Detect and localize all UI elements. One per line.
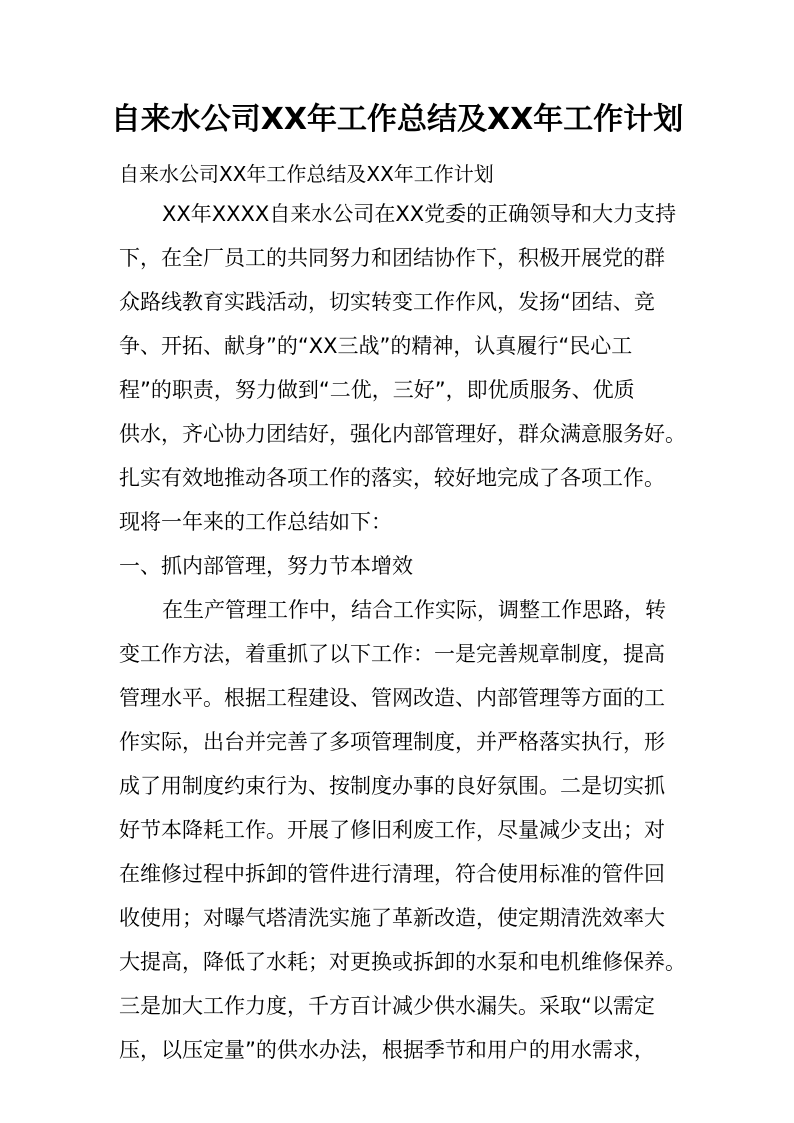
paragraph-line-17: 大提高，降低了水耗；对更换或拆卸的水泵和电机维修保养。 <box>119 950 686 974</box>
paragraph-line-15: 在维修过程中拆卸的管件进行清理，符合使用标准的管件回 <box>119 862 665 886</box>
paragraph-line-8: 现将一年来的工作总结如下： <box>119 510 392 534</box>
paragraph-line-3: 众路线教育实践活动，切实转变工作作风，发扬“团结、竞 <box>119 290 655 314</box>
document-title: 自来水公司XX年工作总结及XX年工作计划 <box>110 102 684 137</box>
paragraph-line-18: 三是加大工作力度，千方百计减少供水漏失。采取“以需定 <box>119 994 655 1018</box>
paragraph-line-2: 下，在全厂员工的共同努力和团结协作下，积极开展党的群 <box>119 246 665 270</box>
paragraph-line-10: 变工作方法，着重抓了以下工作：一是完善规章制度，提高 <box>119 642 665 666</box>
document-subtitle: 自来水公司XX年工作总结及XX年工作计划 <box>119 162 494 186</box>
section-heading-1: 一、抓内部管理，努力节本增效 <box>119 554 413 578</box>
paragraph-line-14: 好节本降耗工作。开展了修旧利废工作，尽量减少支出；对 <box>119 818 665 842</box>
paragraph-line-9: 在生产管理工作中，结合工作实际，调整工作思路，转 <box>162 598 666 622</box>
paragraph-line-5: 程”的职责，努力做到“二优，三好”，即优质服务、优质 <box>119 378 635 402</box>
paragraph-line-19: 压，以压定量”的供水办法，根据季节和用户的用水需求， <box>119 1038 655 1062</box>
paragraph-line-1: XX年XXXX自来水公司在XX党委的正确领导和大力支持 <box>162 202 677 226</box>
paragraph-line-7: 扎实有效地推动各项工作的落实，较好地完成了各项工作。 <box>119 466 665 490</box>
paragraph-line-11: 管理水平。根据工程建设、管网改造、内部管理等方面的工 <box>119 686 665 710</box>
paragraph-line-16: 收使用；对曝气塔清洗实施了革新改造，使定期清洗效率大 <box>119 906 665 930</box>
paragraph-line-4: 争、开拓、献身”的“XX三战”的精神，认真履行“民心工 <box>119 334 633 358</box>
paragraph-line-12: 作实际，出台并完善了多项管理制度，并严格落实执行，形 <box>119 730 665 754</box>
paragraph-line-6: 供水，齐心协力团结好，强化内部管理好，群众满意服务好。 <box>119 422 686 446</box>
paragraph-line-13: 成了用制度约束行为、按制度办事的良好氛围。二是切实抓 <box>119 774 665 798</box>
